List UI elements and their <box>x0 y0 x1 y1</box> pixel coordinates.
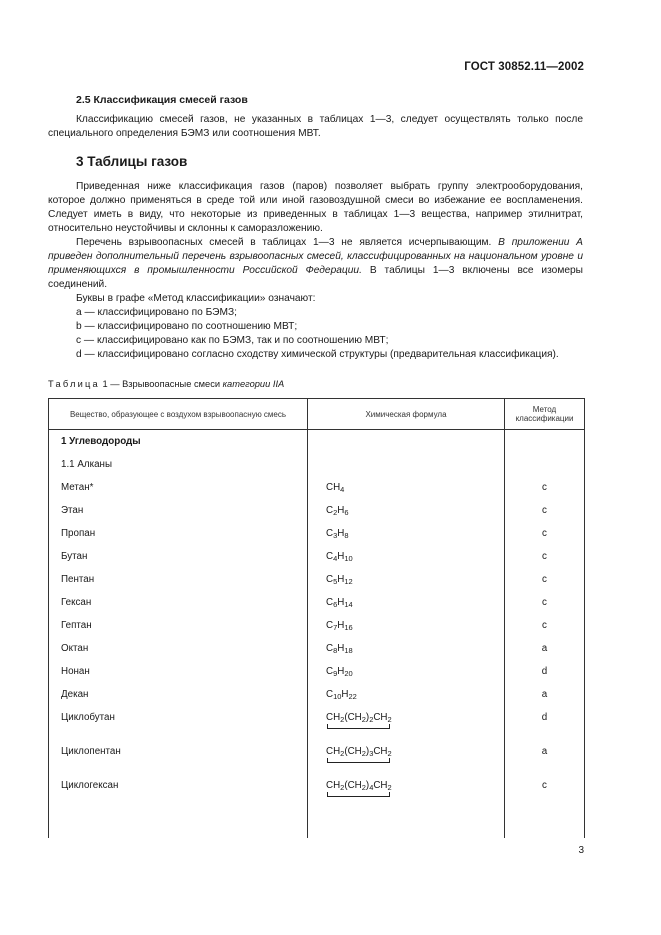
formula-cell <box>308 476 505 499</box>
chemical-formula <box>326 637 498 660</box>
method-cell <box>505 499 585 522</box>
method-cell <box>505 637 585 660</box>
formula-subscript: 10 <box>333 692 342 701</box>
formula-subscript: 2 <box>361 783 366 792</box>
empty-cell <box>505 453 585 476</box>
formula-subscript: 2 <box>340 749 345 758</box>
formula-subscript: 8 <box>344 531 349 540</box>
substance-cell <box>49 614 308 637</box>
method-cell <box>505 740 585 774</box>
substance-name: Декан <box>61 689 89 700</box>
formula-text: C <box>326 528 334 539</box>
section-2-5-text <box>48 113 583 141</box>
substance-cell <box>49 660 308 683</box>
formula-subscript: 2 <box>387 715 392 724</box>
formula-subscript: 10 <box>344 554 353 563</box>
method-cell <box>505 476 585 499</box>
method-value: c <box>542 528 547 539</box>
substance-cell <box>49 522 308 545</box>
formula-subscript: 18 <box>344 646 353 655</box>
substance-name: Этан <box>61 505 84 516</box>
formula-text: (CH <box>344 712 362 723</box>
formula-text: CH <box>326 746 341 757</box>
subgroup-heading: 1.1 Алканы <box>61 459 112 470</box>
formula-cell <box>308 774 505 808</box>
formula-subscript: 2 <box>333 508 338 517</box>
section-3-paragraph-1: Приведенная ниже классификация газов (паров) позволяет выбрать группу электрооборудования, которое должно применяться в среде той или иной газовоздушной смеси во избежание ее воспламенения. Следует иметь в виду, что некоторые из приведенных в таблицах 1—3 вещества, например этилнитрат, относительно неустойчивы и склонны к саморазложению. <box>48 181 583 234</box>
legend-item-b: b — классифицировано по соотношению МВТ; <box>76 321 298 332</box>
substance-cell <box>49 683 308 706</box>
table-row <box>49 476 585 499</box>
header-substance: Вещество, образующее с воздухом взрывоопасную смесь <box>49 399 308 430</box>
formula-subscript: 5 <box>333 577 338 586</box>
formula-text: CH <box>373 780 388 791</box>
method-value: c <box>542 505 547 516</box>
method-cell <box>505 522 585 545</box>
table-row <box>49 614 585 637</box>
method-cell <box>505 706 585 740</box>
formula-cell <box>308 683 505 706</box>
method-cell <box>505 660 585 683</box>
substance-name: Гептан <box>61 620 92 631</box>
table-row <box>49 637 585 660</box>
substance-name: Пропан <box>61 528 96 539</box>
formula-text: CH <box>326 712 341 723</box>
group-heading-cell <box>49 430 308 454</box>
header-formula: Химическая формула <box>308 399 505 430</box>
table-row-subgroup <box>49 453 585 476</box>
formula-subscript: 7 <box>333 623 338 632</box>
ring-bond-line <box>327 758 390 763</box>
table-row <box>49 545 585 568</box>
method-cell <box>505 568 585 591</box>
empty-cell <box>308 430 505 454</box>
table-header-row <box>49 399 585 430</box>
substance-cell <box>49 545 308 568</box>
formula-subscript: 3 <box>333 531 338 540</box>
substance-name: Октан <box>61 643 89 654</box>
table-row <box>49 706 585 740</box>
substance-name: Циклобутан <box>61 712 115 723</box>
table-row <box>49 522 585 545</box>
formula-subscript: 4 <box>369 783 374 792</box>
formula-subscript: 2 <box>387 783 392 792</box>
section-3-body <box>48 180 583 362</box>
table-caption <box>48 379 284 389</box>
method-value: c <box>542 551 547 562</box>
section-3-heading: 3 Таблицы газов <box>76 154 188 169</box>
formula-text: H <box>337 551 345 562</box>
table-row <box>49 660 585 683</box>
page-number: 3 <box>578 845 584 856</box>
table-body <box>49 430 585 839</box>
method-value: c <box>542 574 547 585</box>
formula-text: C <box>326 620 334 631</box>
table-row-filler <box>49 808 585 838</box>
formula-subscript: 6 <box>344 508 349 517</box>
formula-text: CH <box>373 712 388 723</box>
document-header: ГОСТ 30852.11—2002 <box>464 61 584 73</box>
formula-text: CH <box>326 482 341 493</box>
formula-text: (CH <box>344 780 362 791</box>
legend-item-c: c — классифицировано как по БЭМЗ, так и по соотношению МВТ; <box>76 335 389 346</box>
table-row <box>49 774 585 808</box>
formula-cell <box>308 614 505 637</box>
formula-cell <box>308 740 505 774</box>
formula-cell <box>308 706 505 740</box>
method-value: c <box>542 620 547 631</box>
legend-item-a: a — классифицировано по БЭМЗ; <box>76 307 237 318</box>
formula-subscript: 14 <box>344 600 353 609</box>
substance-cell <box>49 706 308 740</box>
formula-cell <box>308 637 505 660</box>
method-cell <box>505 591 585 614</box>
table-caption-text: 1 — Взрывоопасные смеси <box>99 379 223 389</box>
substance-name: Пентан <box>61 574 95 585</box>
substance-cell <box>49 591 308 614</box>
method-cell <box>505 774 585 808</box>
formula-subscript: 4 <box>333 554 338 563</box>
chemical-formula <box>326 660 498 683</box>
formula-text: (CH <box>344 746 362 757</box>
chemical-formula <box>326 545 498 568</box>
substance-cell <box>49 637 308 660</box>
method-value: d <box>541 666 548 677</box>
table-row <box>49 591 585 614</box>
empty-cell <box>308 453 505 476</box>
substance-cell <box>49 774 308 808</box>
formula-cell <box>308 545 505 568</box>
empty-cell <box>308 808 505 838</box>
formula-cell <box>308 660 505 683</box>
formula-text: H <box>341 689 349 700</box>
method-value: c <box>542 780 547 791</box>
ring-bond-line <box>327 792 390 797</box>
formula-text: CH <box>326 780 341 791</box>
formula-text: CH <box>373 746 388 757</box>
formula-text: C <box>326 597 334 608</box>
substance-cell <box>49 568 308 591</box>
header-method: Метод классификации <box>505 399 585 430</box>
chemical-formula <box>326 568 498 591</box>
method-value: c <box>542 482 547 493</box>
formula-cell <box>308 522 505 545</box>
formula-text: C <box>326 551 334 562</box>
formula-subscript: 12 <box>344 577 353 586</box>
chemical-formula <box>326 706 498 740</box>
section-2-5-paragraph: Классификацию смесей газов, не указанных в таблицах 1—3, следует осуществлять только после специального определения БЭМЗ или соотношения МВТ. <box>48 114 583 139</box>
section-3-paragraph-2 <box>48 236 583 292</box>
formula-subscript: 22 <box>348 692 357 701</box>
substance-name: Нонан <box>61 666 90 677</box>
table-row <box>49 568 585 591</box>
formula-subscript: 4 <box>340 485 345 494</box>
chemical-formula <box>326 740 498 774</box>
method-cell <box>505 545 585 568</box>
formula-text: ) <box>365 780 370 791</box>
formula-cell <box>308 591 505 614</box>
subgroup-heading-cell <box>49 453 308 476</box>
formula-subscript: 6 <box>333 600 338 609</box>
substance-name: Циклопентан <box>61 746 121 757</box>
table-caption-label: Таблица <box>48 379 100 389</box>
formula-text: H <box>337 620 345 631</box>
formula-text: H <box>337 643 345 654</box>
formula-text: C <box>326 689 334 700</box>
formula-text: ) <box>365 746 370 757</box>
ring-bond-line <box>327 724 390 729</box>
paragraph-2-text-b: В таблицы 1—3 включены все изомеры соединений. <box>48 265 583 290</box>
method-value: a <box>541 643 548 654</box>
substance-cell <box>49 499 308 522</box>
chemical-formula <box>326 614 498 637</box>
empty-cell <box>505 808 585 838</box>
table-row <box>49 740 585 774</box>
formula-text: H <box>337 666 345 677</box>
table-caption-category: категории IIA <box>222 379 285 389</box>
method-value: a <box>541 689 548 700</box>
method-value: c <box>542 597 547 608</box>
empty-cell <box>505 430 585 454</box>
formula-text: C <box>326 574 334 585</box>
empty-cell <box>49 808 308 838</box>
formula-subscript: 8 <box>333 646 338 655</box>
formula-cell <box>308 499 505 522</box>
section-2-5-heading: 2.5 Классификация смесей газов <box>76 94 248 106</box>
method-value: d <box>541 712 548 723</box>
paragraph-2-text-a: Перечень взрывоопасных смесей в таблицах 1—3 не является исчерпывающим. <box>76 237 499 248</box>
substance-cell <box>49 476 308 499</box>
formula-subscript: 20 <box>344 669 353 678</box>
formula-subscript: 2 <box>340 783 345 792</box>
formula-subscript: 9 <box>333 669 338 678</box>
substance-name: Гексан <box>61 597 92 608</box>
formula-cell <box>308 568 505 591</box>
formula-text: H <box>337 505 345 516</box>
chemical-formula <box>326 499 498 522</box>
formula-subscript: 3 <box>369 749 374 758</box>
formula-subscript: 2 <box>369 715 374 724</box>
formula-subscript: 16 <box>344 623 353 632</box>
gas-table <box>48 398 585 838</box>
substance-cell <box>49 740 308 774</box>
substance-name: Бутан <box>61 551 88 562</box>
table-row-group <box>49 430 585 454</box>
substance-name: Циклогексан <box>61 780 119 791</box>
legend-item-d: d — классифицировано согласно сходству химической структуры (предварительная классификация). <box>76 349 559 360</box>
formula-text: H <box>337 528 345 539</box>
table-row <box>49 499 585 522</box>
formula-text: ) <box>365 712 370 723</box>
formula-text: H <box>337 574 345 585</box>
formula-subscript: 2 <box>387 749 392 758</box>
table-row <box>49 683 585 706</box>
method-cell <box>505 614 585 637</box>
method-value: a <box>541 746 548 757</box>
chemical-formula <box>326 774 498 808</box>
chemical-formula <box>326 683 498 706</box>
formula-text: H <box>337 597 345 608</box>
formula-text: C <box>326 505 334 516</box>
group-heading: 1 Углеводороды <box>61 436 141 447</box>
chemical-formula <box>326 522 498 545</box>
formula-text: C <box>326 666 334 677</box>
section-3-paragraph-3: Буквы в графе «Метод классификации» означают: <box>76 293 316 304</box>
chemical-formula <box>326 591 498 614</box>
method-cell <box>505 683 585 706</box>
formula-subscript: 2 <box>361 749 366 758</box>
formula-subscript: 2 <box>361 715 366 724</box>
formula-text: C <box>326 643 334 654</box>
paragraph-2-italic: В приложении А приведен дополнительный перечень взрывоопасных смесей, классифицированных на национальном уровне и применяющихся в промышленности Российской Федерации. <box>48 237 583 276</box>
substance-name: Метан* <box>61 482 94 493</box>
formula-subscript: 2 <box>340 715 345 724</box>
chemical-formula <box>326 476 498 499</box>
